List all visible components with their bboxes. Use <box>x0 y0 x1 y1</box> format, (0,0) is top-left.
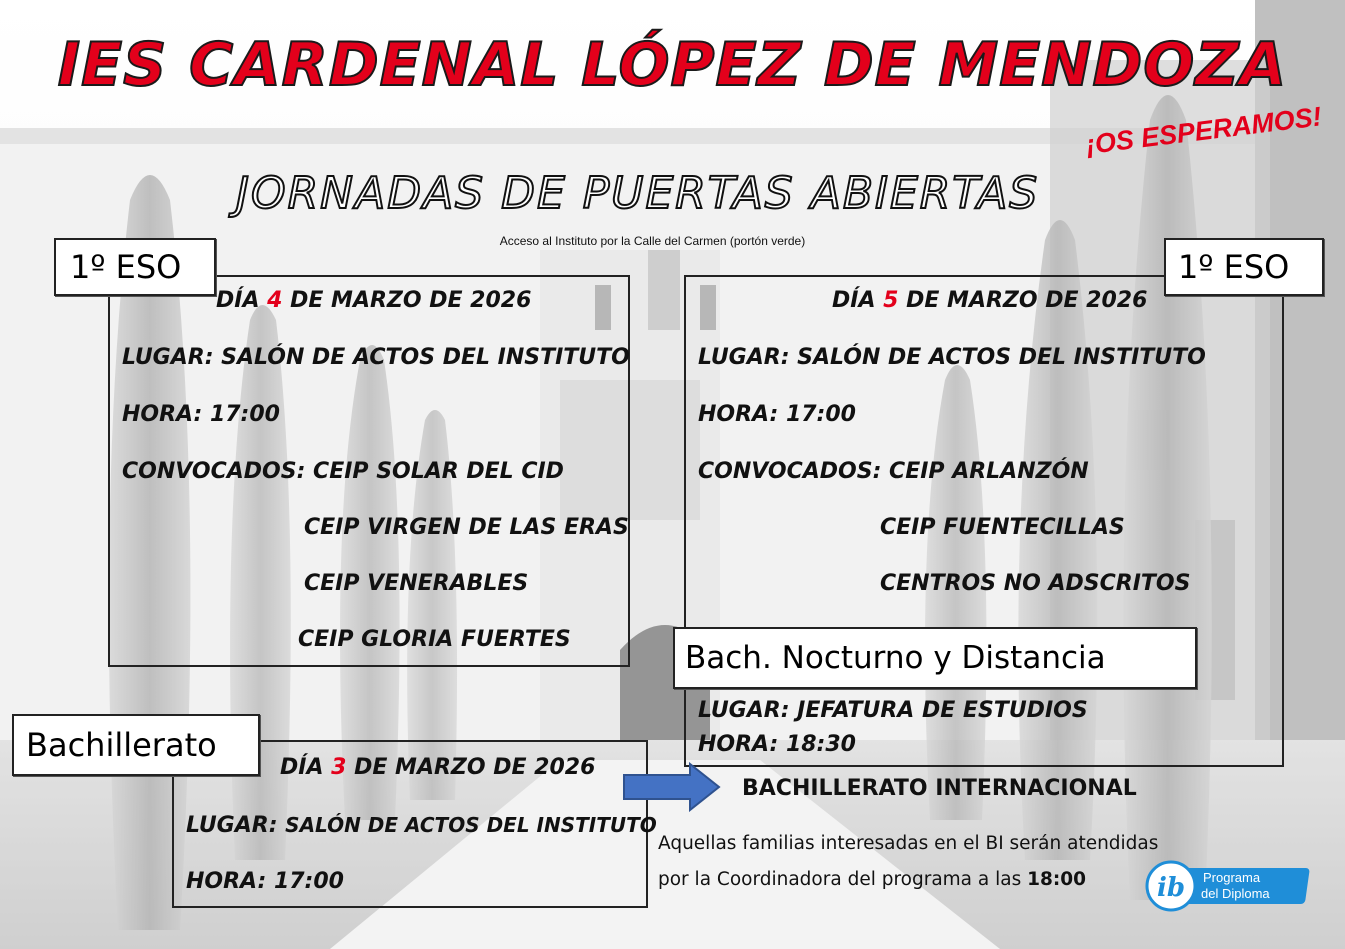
ib-heading: BACHILLERATO INTERNACIONAL <box>742 776 1137 801</box>
bachillerato-place <box>186 813 657 838</box>
eso-day4-label <box>54 238 216 296</box>
eso-day4-school: CEIP GLORIA FUERTES <box>298 627 571 652</box>
eso-day5-date-suffix: DE MARZO DE 2026 <box>898 288 1148 313</box>
eso-day4-summoned <box>122 459 564 484</box>
eso-day5-date-prefix: DÍA <box>832 288 884 313</box>
eso-day4-date-prefix: DÍA <box>216 288 268 313</box>
ib-logo-line2: del Diploma <box>1201 886 1270 901</box>
welcome-tagline: ¡OS ESPERAMOS! <box>1084 101 1324 161</box>
ib-logo-line1: Programa <box>1203 870 1261 885</box>
eso-day4-date <box>216 288 531 313</box>
eso-day5-school: CENTROS NO ADSCRITOS <box>880 571 1191 596</box>
bachillerato-time: HORA: 17:00 <box>186 869 344 894</box>
bach-nocturno-place: LUGAR: JEFATURA DE ESTUDIOS <box>698 698 1088 723</box>
eso-day4-time: HORA: 17:00 <box>122 402 280 427</box>
eso-day4-date-suffix: DE MARZO DE 2026 <box>282 288 532 313</box>
school-title: IES CARDENAL LÓPEZ DE MENDOZA <box>57 30 1288 100</box>
bachillerato-label <box>12 714 260 776</box>
bachillerato-date-prefix: DÍA <box>280 755 332 780</box>
eso-day4-school: CEIP VIRGEN DE LAS ERAS <box>304 515 629 540</box>
eso-day5-day-number: 5 <box>883 288 899 313</box>
open-days-subtitle: JORNADAS DE PUERTAS ABIERTAS <box>236 168 1040 219</box>
bachillerato-place-label: LUGAR: <box>186 813 286 838</box>
ib-diploma-logo <box>1145 860 1315 912</box>
eso-day5-summoned <box>698 459 1089 484</box>
ib-text-line2-prefix: por la Coordinadora del programa a las <box>658 869 1028 890</box>
eso-day4-place: LUGAR: SALÓN DE ACTOS DEL INSTITUTO <box>122 345 630 370</box>
eso-day5-summoned-label: CONVOCADOS: <box>698 459 890 484</box>
eso-day5-date <box>832 288 1147 313</box>
ib-time: 18:00 <box>1027 869 1087 890</box>
eso-day5-time: HORA: 17:00 <box>698 402 856 427</box>
eso-day5-school: CEIP FUENTECILLAS <box>880 515 1125 540</box>
bachillerato-place-value: SALÓN DE ACTOS DEL INSTITUTO <box>285 813 657 837</box>
bach-nocturno-time: HORA: 18:30 <box>698 732 856 757</box>
ib-text-line1: Aquellas familias interesadas en el BI serán atendidas <box>658 833 1159 854</box>
bachillerato-label-text: Bachillerato <box>26 726 217 764</box>
bachillerato-day-number: 3 <box>331 755 347 780</box>
eso-day5-place: LUGAR: SALÓN DE ACTOS DEL INSTITUTO <box>698 345 1206 370</box>
eso-day5-label <box>1164 238 1324 296</box>
ib-text-line2 <box>658 869 1086 890</box>
access-note: Acceso al Instituto por la Calle del Carmen (portón verde) <box>499 234 806 248</box>
eso-day4-label-text: 1º ESO <box>70 248 182 286</box>
eso-day4-day-number: 4 <box>267 288 283 313</box>
eso-day5-label-text: 1º ESO <box>1178 248 1290 286</box>
bachillerato-date <box>280 755 595 780</box>
eso-day5-school: CEIP ARLANZÓN <box>889 459 1089 484</box>
bachillerato-date-suffix: DE MARZO DE 2026 <box>346 755 596 780</box>
eso-day4-school: CEIP SOLAR DEL CID <box>313 459 564 484</box>
bach-nocturno-label-text: Bach. Nocturno y Distancia <box>685 640 1106 676</box>
bach-nocturno-label <box>673 627 1197 689</box>
ib-logo-letter: ib <box>1156 873 1186 903</box>
eso-day4-summoned-label: CONVOCADOS: <box>122 459 314 484</box>
eso-day4-school: CEIP VENERABLES <box>304 571 529 596</box>
arrow-right-icon <box>622 762 722 812</box>
